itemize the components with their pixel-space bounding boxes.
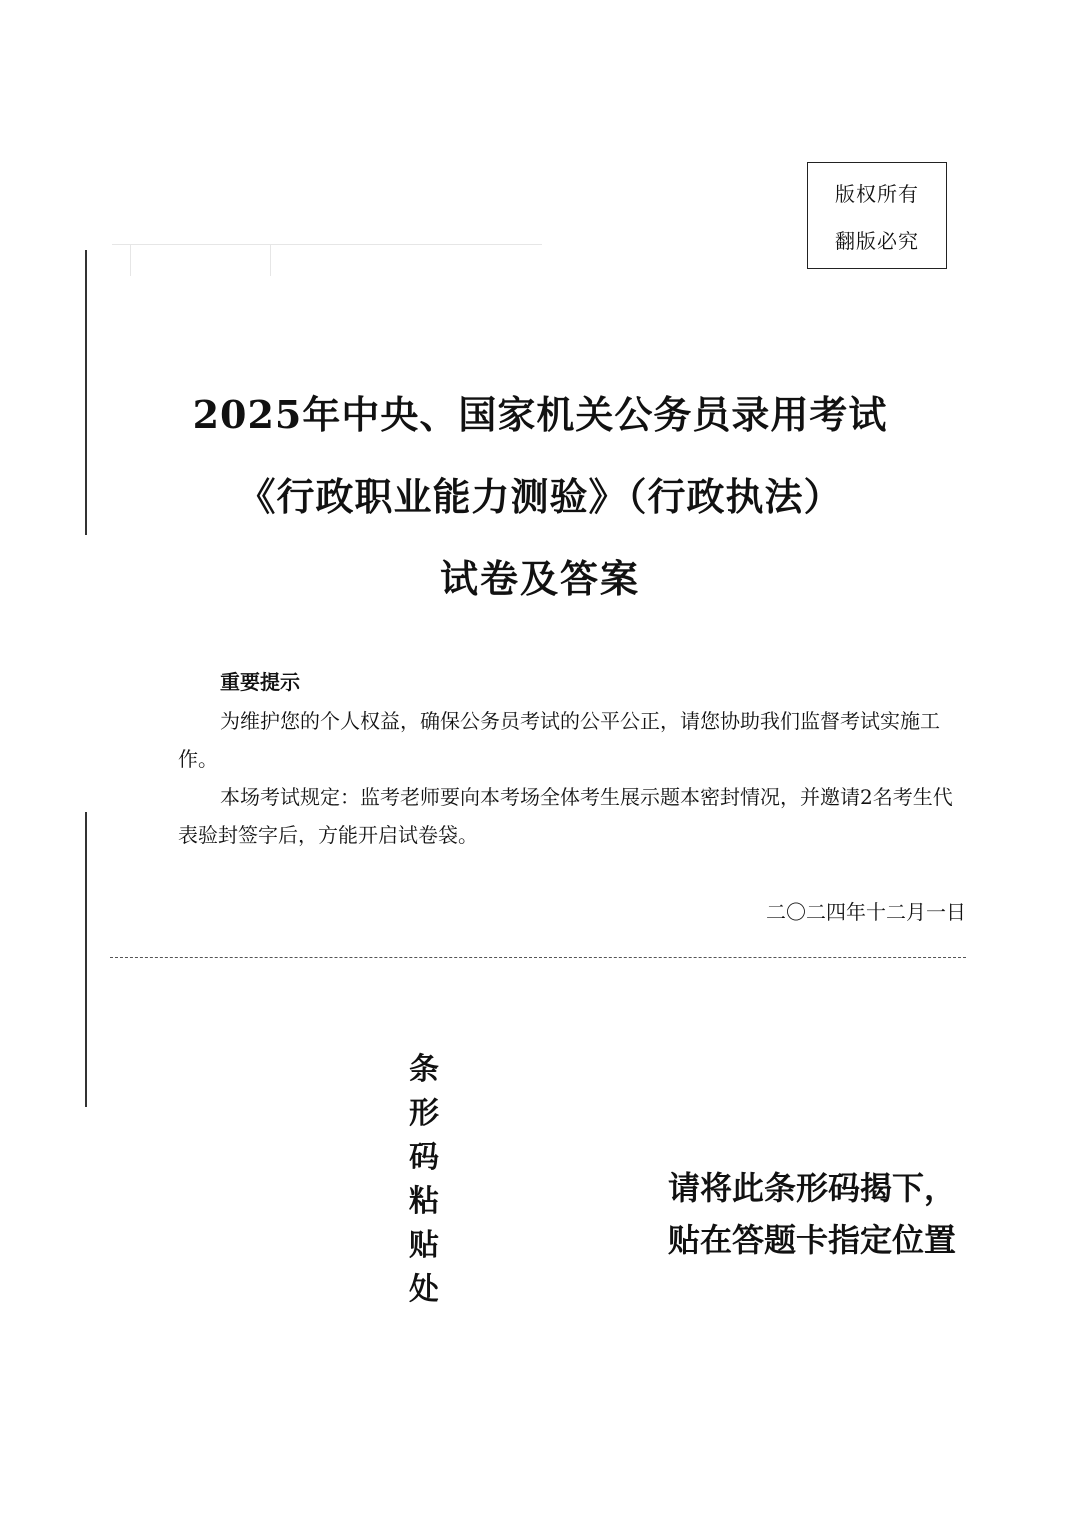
exam-title-line-3: 试卷及答案 (439, 556, 640, 601)
issue-date: 二〇二四年十二月一日 (766, 900, 966, 924)
faint-rule-top (112, 244, 542, 245)
barcode-instruction (668, 1162, 956, 1266)
barcode-instruction-line-2: 贴在答题卡指定位置 (668, 1221, 957, 1259)
tear-line (110, 957, 966, 958)
notice-heading: 重要提示 (220, 670, 300, 694)
barcode-char: 形 (409, 1096, 439, 1131)
copyright-line-2: 翻版必究 (835, 228, 919, 253)
faint-tick-left (130, 244, 131, 276)
copyright-line-1: 版权所有 (835, 181, 919, 206)
faint-tick-right (270, 244, 271, 276)
barcode-char: 处 (409, 1272, 439, 1307)
barcode-char: 条 (409, 1052, 439, 1087)
copyright-box (807, 162, 947, 269)
exam-title-line-1: 2025年中央、国家机关公务员录用考试 (192, 392, 888, 437)
barcode-char: 粘 (409, 1184, 439, 1219)
barcode-char: 贴 (409, 1228, 439, 1263)
binding-line-bottom (85, 812, 87, 1107)
notice-paragraph-1: 为维护您的个人权益，确保公务员考试的公平公正，请您协助我们监督考试实施工作。 (178, 709, 940, 771)
barcode-instruction-line-1: 请将此条形码揭下， (668, 1169, 957, 1207)
barcode-char: 码 (409, 1140, 439, 1175)
exam-title-line-2: 《行政职业能力测验》（行政执法） (237, 474, 843, 519)
notice-body (178, 702, 962, 854)
barcode-paste-label (404, 1048, 444, 1312)
notice-paragraph-2: 本场考试规定：监考老师要向本考场全体考生展示题本密封情况，并邀请2名考生代表验封签字后，方能开启试卷袋。 (178, 785, 953, 847)
